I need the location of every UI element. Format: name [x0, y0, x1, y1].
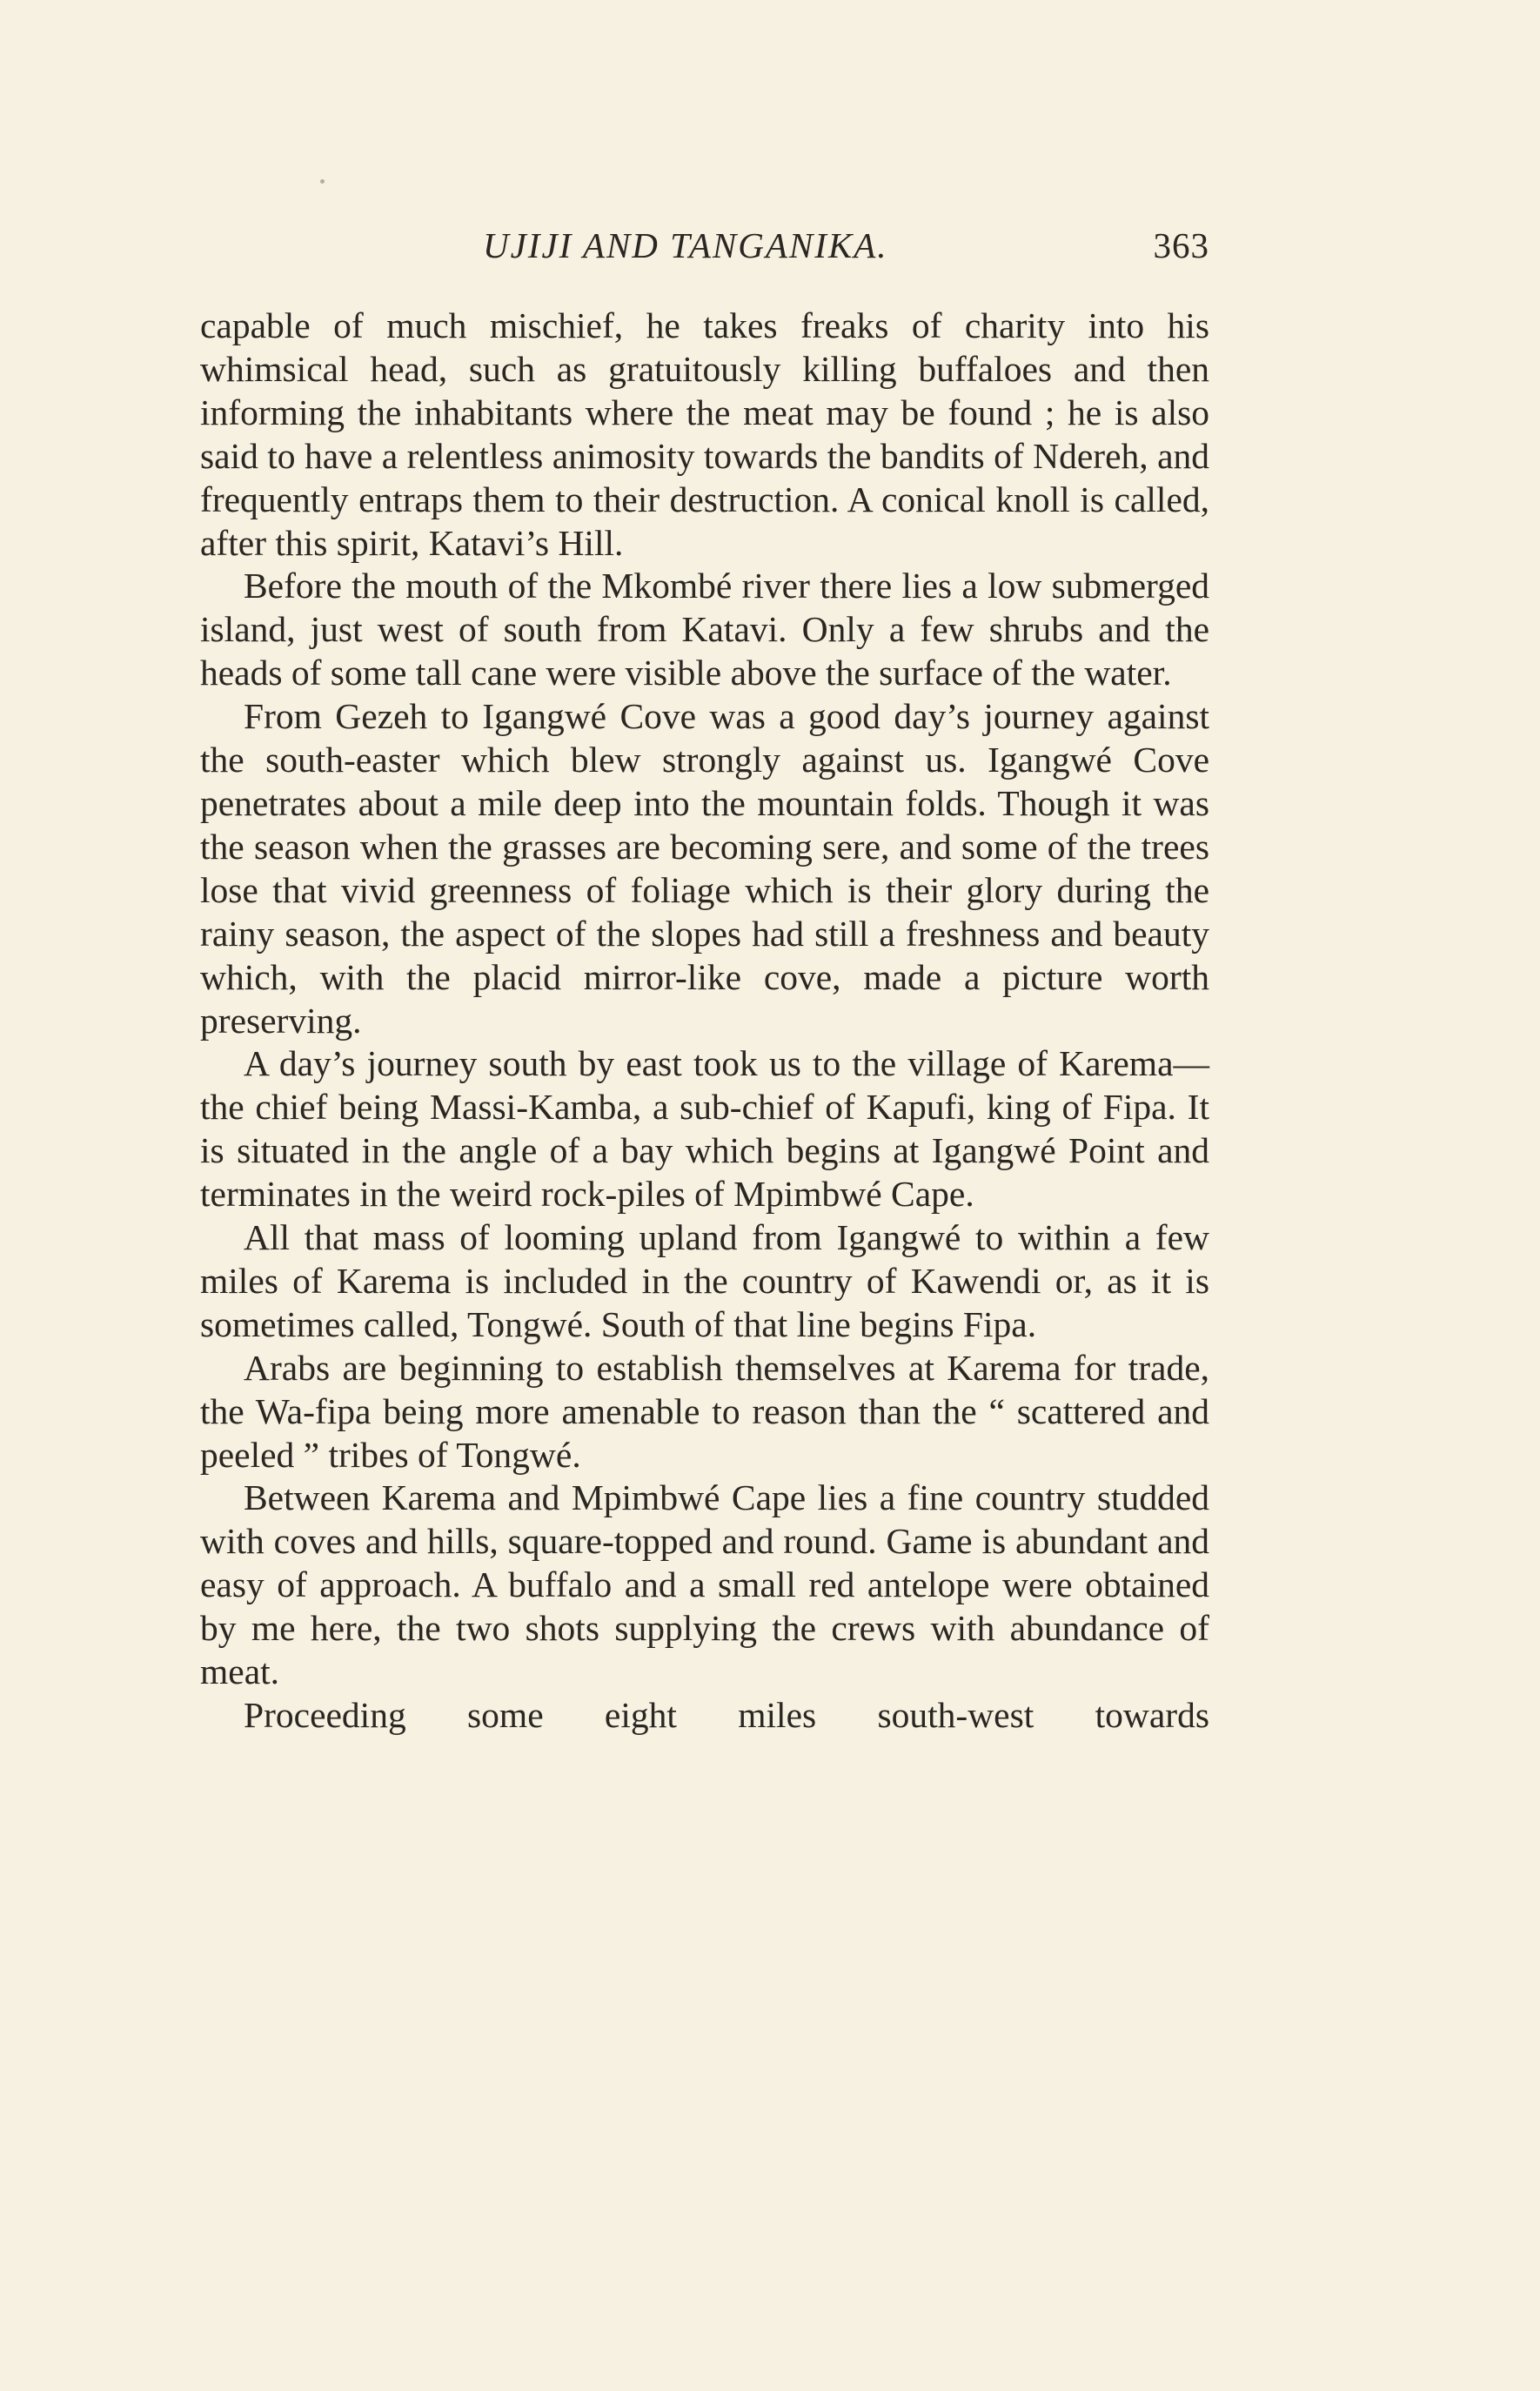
paragraph-6: Arabs are beginning to establish themselves at Karema for trade, the Wa-fipa being more amenable to reason than the “ scattered and peeled ” tribes of Tongwé.: [200, 1347, 1209, 1475]
paragraph-2: Before the mouth of the Mkombé river there lies a low submerged island, just west of south from Katavi. Only a few shrubs and the heads of some tall cane were visible above the surface of the water.: [200, 566, 1209, 693]
paragraph-5: All that mass of looming upland from Igangwé to within a few miles of Karema is included in the country of Kawendi or, as it is sometimes called, Tongwé. South of that line begins Fipa.: [200, 1217, 1209, 1344]
paragraph-4: A day’s journey south by east took us to the village of Karema—the chief being Massi-Kamba, a sub-chief of Kapufi, king of Fipa. It is situated in the angle of a bay which begins at Igangwé Point and terminates in the weird rock-piles of Mpimbwé Cape.: [200, 1043, 1209, 1215]
paper-speck: [320, 179, 325, 184]
body-text: [200, 305, 1209, 1738]
paragraph-3: From Gezeh to Igangwé Cove was a good day’s journey against the south-easter which blew strongly against us. Igangwé Cove penetrates about a mile deep into the mountain folds. Though it was the season when the grasses are becoming sere, and some of the trees lose that vivid greenness of foliage which is their glory during the rainy season, the aspect of the slopes had still a freshness and beauty which, with the placid mirror-like cove, made a picture worth preserving.: [200, 696, 1209, 1041]
running-title: UJIJI AND TANGANIKA.: [483, 225, 888, 265]
paragraph-7: Between Karema and Mpimbwé Cape lies a fine country studded with coves and hills, square-topped and round. Game is abundant and easy of approach. A buffalo and a small red antelope were obtained by me here, the two shots supplying the crews with abundance of meat.: [200, 1477, 1209, 1692]
paragraph-1: capable of much mischief, he takes freaks of charity into his whimsical head, such as gratuitously killing buffaloes and then informing the inhabitants where the meat may be found ; he is also said to have a relentless animosity towards the bandits of Ndereh, and frequently entraps them to their destruction. A conical knoll is called, after this spirit, Katavi’s Hill.: [200, 305, 1209, 563]
running-head: [200, 224, 1209, 277]
page-number: 363: [1153, 225, 1209, 265]
paragraph-8: Proceeding some eight miles south-west towards: [244, 1695, 1209, 1735]
